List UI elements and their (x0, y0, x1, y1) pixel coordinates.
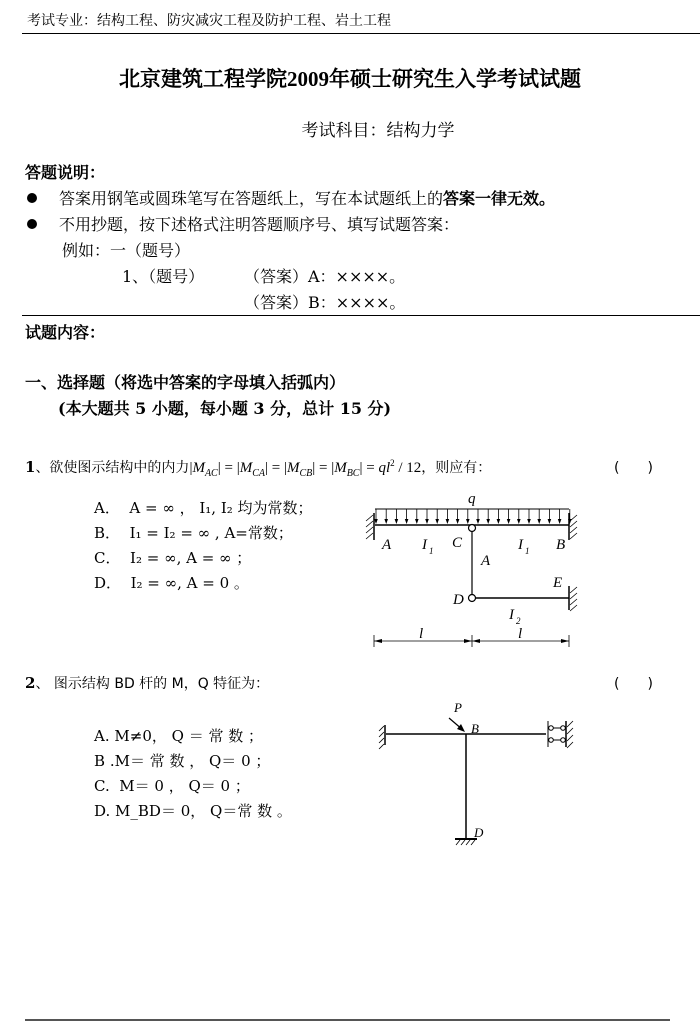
question-2-answer-blank: ( ) (614, 676, 653, 692)
option-label: B (94, 752, 106, 770)
option-label: B． (94, 524, 121, 542)
exam-subject: 考试科目：结构力学 (301, 121, 455, 141)
instruction-item-1 (27, 186, 555, 209)
label-i2: I (509, 607, 514, 623)
sliding-support-right (548, 721, 566, 747)
exam-title: 北京建筑工程学院2009年硕士研究生入学考试试题 (119, 67, 581, 91)
instruction-item-2 (27, 212, 459, 235)
arrowhead-icon (527, 519, 531, 524)
instruction-1-emphasis: 答案一律无效。 (443, 189, 556, 208)
instruction-2-text: 不用抄题，按下述格式注明答题顺序号、填写试题答案： (59, 215, 460, 234)
support-hatch (456, 840, 475, 845)
bullet-icon (27, 219, 37, 229)
arrowhead-icon (446, 519, 450, 524)
q2-option-d (94, 800, 292, 821)
label-b: B (556, 537, 566, 553)
arrowhead-icon (435, 519, 439, 524)
label-span-right: l (518, 626, 523, 642)
label-i1-right-sub: 1 (525, 546, 530, 556)
label-i1-left-sub: 1 (429, 546, 434, 556)
arrowhead-icon (517, 519, 521, 524)
label-i1-right: I (518, 537, 523, 553)
q1-option-c (94, 547, 251, 568)
arrowhead-icon (558, 519, 562, 524)
section-1-note: (本大题共 5 小题，每小题 3 分，总计 15 分) (58, 399, 392, 418)
question-1-answer-blank: ( ) (614, 460, 653, 476)
q2-option-b (94, 750, 270, 771)
arrowhead-icon (497, 519, 501, 524)
question-1-number: 1 (25, 458, 36, 476)
arrowhead-icon (537, 519, 541, 524)
option-text: I₁ = I₂ = ∞ , A=常数； (129, 524, 293, 542)
question-1 (25, 457, 491, 479)
label-span-left: l (419, 626, 424, 642)
q2-option-c (94, 775, 250, 796)
q2-structure-figure (370, 695, 580, 855)
label-b: B (471, 721, 479, 736)
label-p: P (454, 700, 462, 715)
arrowhead-icon (548, 519, 552, 524)
arrowhead-icon (507, 519, 511, 524)
label-e: E (553, 575, 563, 591)
label-i2-sub: 2 (516, 616, 521, 626)
label-c: C (452, 535, 463, 551)
option-text: M＝ 0 ， Q＝ 0 ； (119, 777, 250, 795)
option-text: I₂ = ∞, A = 0 。 (130, 574, 249, 592)
exam-major-header: 考试专业：结构工程、防灾减灾工程及防护工程、岩土工程 (27, 13, 391, 29)
option-text: .M＝ 常 数 ， Q＝ 0 ； (109, 752, 271, 770)
instructions-divider (22, 315, 700, 316)
label-axial-a: A (481, 553, 491, 569)
q1-structure-figure (360, 485, 590, 655)
option-label: C． (94, 549, 121, 567)
arrowhead-icon (486, 519, 490, 524)
hinge-d (469, 595, 476, 602)
option-label: A. (94, 727, 110, 745)
question-2-number: 2 (25, 674, 36, 692)
arrowhead-icon (384, 519, 388, 524)
support-hatch (567, 721, 573, 748)
hinge-c (469, 525, 476, 532)
example-line-2-num: 1、（题号） (122, 267, 205, 286)
label-a: A (382, 537, 392, 553)
option-text: M≠0， Q ＝ 常 数 ； (114, 727, 263, 745)
option-text: I₂ = ∞, A = ∞ ； (130, 549, 252, 567)
q1-option-b (94, 522, 293, 543)
instruction-1-text: 答案用钢笔或圆珠笔写在答题纸上，写在本试题纸上的 (59, 189, 444, 208)
arrowhead-icon (395, 519, 399, 524)
support-hatch (366, 515, 373, 539)
arrowhead-icon (466, 519, 470, 524)
q1-option-a (94, 497, 313, 518)
question-1-suffix: ，则应有： (421, 460, 492, 476)
example-line-1: 例如：一（题号） (62, 241, 191, 260)
option-text: M_BD＝ 0， Q＝常 数 。 (115, 802, 292, 820)
bullet-icon (27, 193, 37, 203)
option-text: A = ∞ ， I₁, I₂ 均为常数； (129, 499, 313, 517)
header-divider (22, 33, 700, 34)
label-d: D (474, 825, 484, 840)
option-label: A． (94, 499, 120, 517)
example-line-3-answer: （答案）B：××××。 (244, 293, 406, 312)
support-hatch (570, 587, 577, 611)
arrowhead-icon (456, 519, 460, 524)
instructions-heading: 答题说明： (25, 163, 106, 182)
q2-option-a (94, 725, 263, 746)
label-i1-left: I (422, 537, 427, 553)
example-line-2-answer: （答案）A：××××。 (244, 267, 406, 286)
arrowhead-icon (476, 519, 480, 524)
support-hatch (570, 515, 577, 539)
support-hatch (379, 726, 384, 749)
option-label: D. (94, 802, 111, 820)
option-label: C. (94, 777, 110, 795)
question-2 (25, 673, 269, 693)
label-d: D (453, 592, 464, 608)
arrowhead-icon (405, 519, 409, 524)
footer-divider (25, 1019, 670, 1021)
arrowhead-icon (425, 519, 429, 524)
option-label: D． (94, 574, 122, 592)
content-heading: 试题内容： (25, 323, 106, 342)
section-1-title: 一、选择题（将选中答案的字母填入括弧内） (25, 373, 346, 392)
arrowhead-icon (415, 519, 419, 524)
question-1-formula: $|M_{AC}| = |M_{CA}| = |M_{CB}| = |M_{BC}| = ql^2 / 12$ (189, 458, 422, 479)
label-q: q (468, 491, 476, 507)
question-2-text: 、 图示结构 BD 杆的 M，Q 特征为： (35, 676, 270, 692)
question-1-prefix: 、欲使图示结构中的内力 (35, 460, 190, 476)
q1-option-d (94, 572, 249, 593)
distributed-load-arrows (374, 509, 571, 524)
